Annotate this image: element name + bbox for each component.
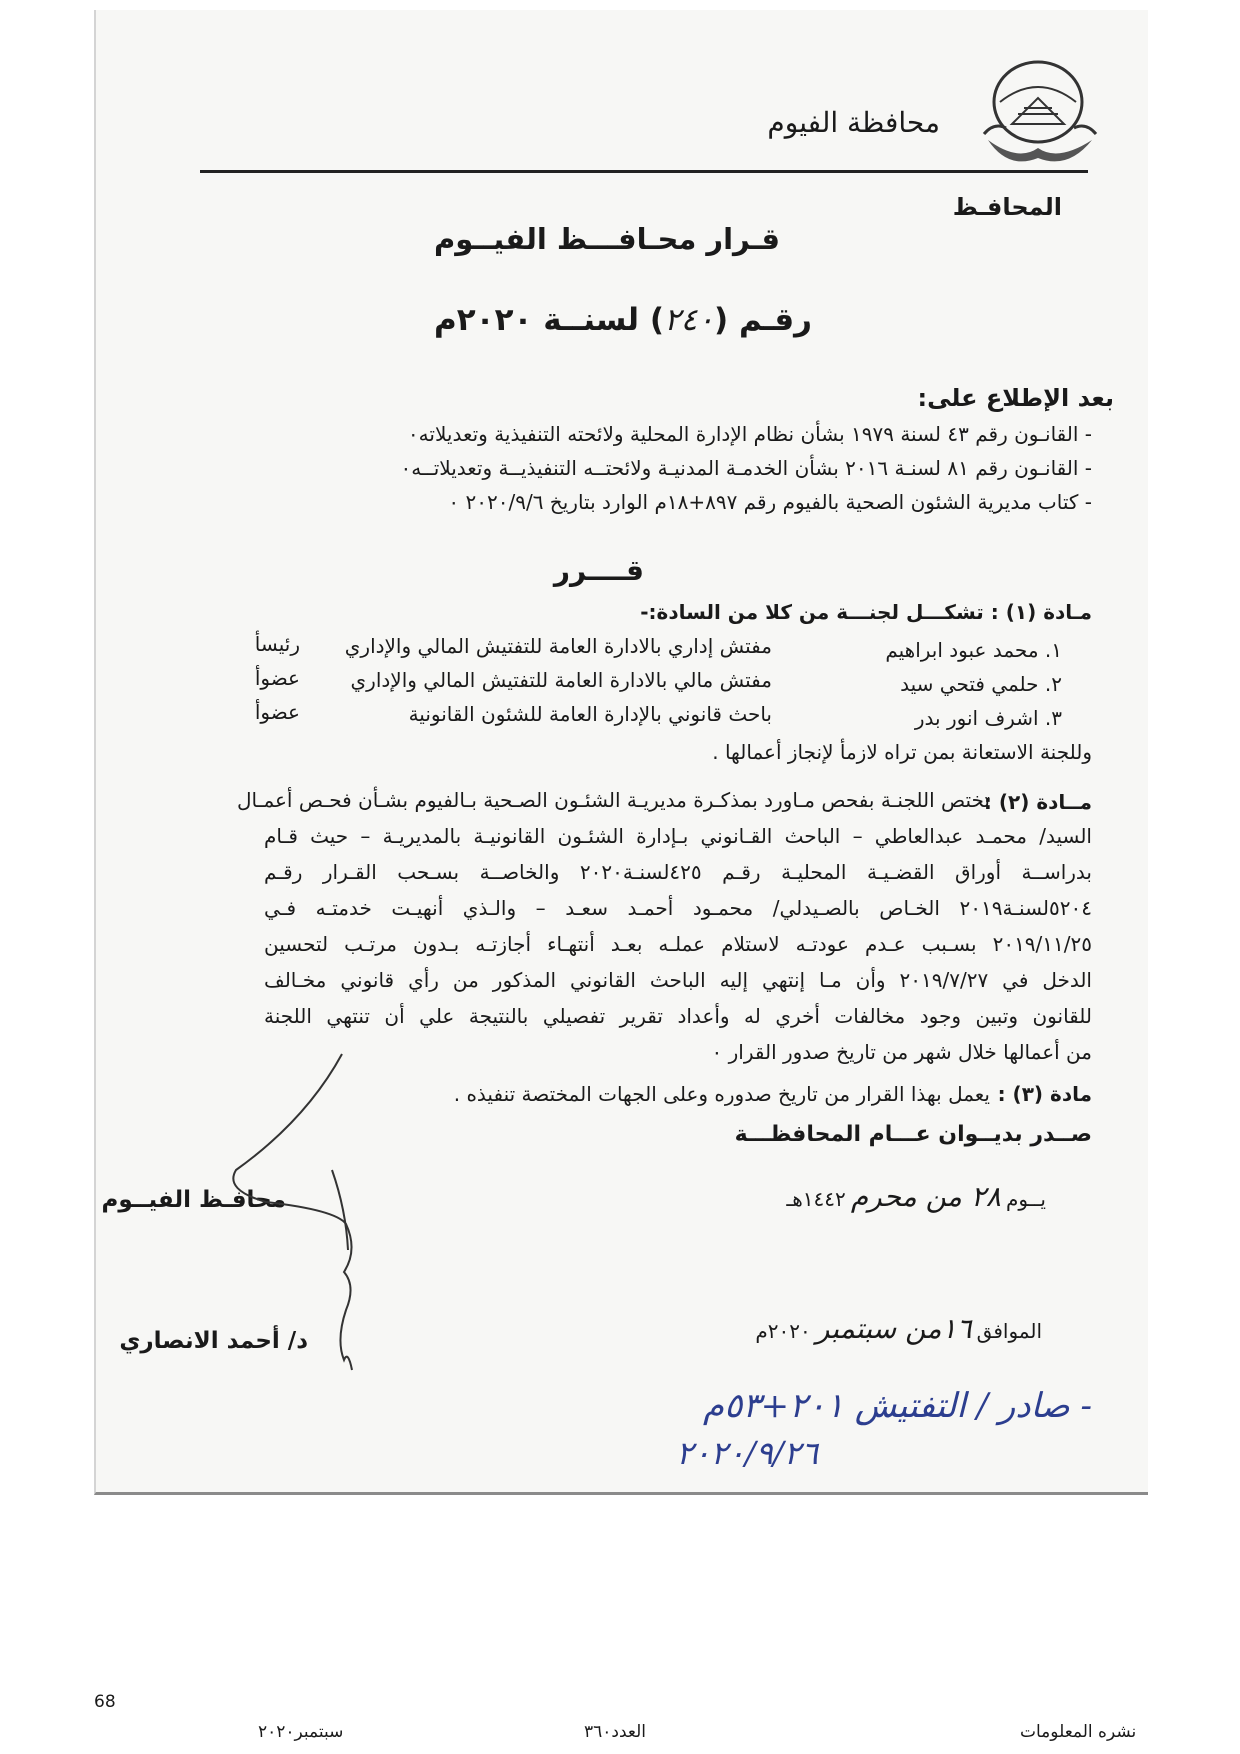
footer-month: سبتمبر٢٠٢٠ [258,1722,344,1742]
article-1-heading: مـادة (١) : تشكـــل لجنـــة من كلا من السادة:- [640,600,1092,624]
scanned-document [94,10,1148,1495]
member-name: ٢. حلمي فتحي سيد [900,672,1062,696]
preamble-item: - كتاب مديرية الشئون الصحية بالفيوم رقم ٨٩٧+١٨م الوارد بتاريخ ٢٠٢٠/٩/٦ ٠ [448,490,1092,514]
article-2-line: السيد/ محمـد عبدالعاطي – الباحث القـانوني بـإدارة الشئـون القانونيـة بالمديريـة – حيث قـام [264,824,1092,848]
article-2-line: بدراســة أوراق القضـيـة المحليـة رقـم ٤٢٥لسنـة٢٠٢٠ والخاصــة بسـحب القـرار رقـم [264,860,1092,884]
member-role: رئيسأ [254,632,300,656]
decree-number-suffix: ) لسنــة ٢٠٢٠م [434,302,665,338]
gregorian-date-handwritten: ١٦من سبتمبر [815,1312,972,1345]
footer-issue: العدد٣٦٠ [584,1722,647,1742]
governorate-name: محافظة الفيوم [767,106,940,139]
footer-publication: نشره المعلومات [1020,1722,1137,1742]
article-2-line: ٥٢٠٤لسنـة٢٠١٩ الخـاص بالصـيدلي/ محمـود أحمـد سعـد – والـذي أنهيـت خدمتـه فـي [264,896,1092,920]
preamble-item: - القانـون رقم ٤٣ لسنة ١٩٧٩ بشأن نظام الإدارة المحلية ولائحته التنفيذية وتعديلاته٠ [407,422,1092,446]
handwritten-note-line1: - صادر / التفتيش ٢٠١+٥٣م [703,1386,1092,1426]
article-2-line: تختص اللجنـة بفحص مـاورد بمذكـرة مديريـة الشئـون الصـحية بـالفيوم بشـأن فحـص أعمـال [236,788,990,812]
decree-number-prefix: رقـم ( [713,302,812,338]
member-position: باحث قانوني بالإدارة العامة للشئون القانونية [408,702,772,726]
article-2-last-line: من أعمالها خلال شهر من تاريخ صدور القرار ٠ [711,1040,1092,1064]
member-name: ١. محمد عبود ابراهيم [885,638,1062,662]
signatory-name: د/ أحمد الانصاري [119,1328,308,1354]
member-position: مفتش إداري بالادارة العامة للتفتيش المالي والإداري [344,634,772,658]
decree-number-handwritten: ٢٤٠ [664,302,714,338]
page-number: 68 [94,1692,116,1712]
decision-heading: قــــرر [553,554,644,587]
member-role: عضوأ [254,666,300,690]
article-2-line: الدخل في ٢٠١٩/٧/٢٧ وأن مـا إنتهي إليه الباحث القانوني المذكور من رأي قانوني مخـالف [264,968,1092,992]
signatory-title: محافـظ الفيــوم [101,1187,286,1213]
issuing-office: المحافـظ [952,193,1062,221]
gregorian-date-prefix: الموافق [976,1319,1042,1343]
article-3-heading: مادة (٣) : [997,1082,1092,1106]
handwritten-signature [96,10,1148,1492]
hijri-date-handwritten: ٢٨ من محرم [850,1180,1001,1213]
article-3-text: يعمل بهذا القرار من تاريخ صدوره وعلى الجهات المختصة تنفيذه . [453,1082,990,1106]
article-2-heading: مــادة (٢) : [983,790,1092,814]
gregorian-date-suffix: ٢٠٢٠م [755,1319,811,1343]
preamble-heading: بعد الإطلاع على: [917,384,1114,412]
decree-title: قـرار محـافـــظ الفيــوم [433,222,780,256]
issued-at: صــدر بديــوان عـــام المحافظـــة [734,1122,1092,1147]
preamble-item: - القانـون رقم ٨١ لسنـة ٢٠١٦ بشأن الخدمـة المدنيـة ولائحتــه التنفيذيــة وتعديلاتــه٠ [400,456,1092,480]
handwritten-note-line2: ٢٠٢٠/٩/٢٦ [676,1434,818,1472]
article-2-line: للقانون وتبين وجود مخالفات أخري له وأعداد تقرير تفصيلي بالنتيجة علي أن تنتهي اللجنة [264,1004,1092,1028]
member-role: عضوأ [254,700,300,724]
member-name: ٣. اشرف انور بدر [914,706,1062,730]
hijri-date-prefix: يــوم [1006,1187,1046,1211]
member-position: مفتش مالي بالادارة العامة للتفتيش المالي والإداري [350,668,772,692]
article-2-line: ٢٠١٩/١١/٢٥ بسـبب عـدم عودتـه لاستلام عملـه بعـد أنتهـاء أجازتـه بـدون مرتـب لتحسين [264,932,1092,956]
article-1-closing: وللجنة الاستعانة بمن تراه لازمأ لإنجاز أعمالها . [712,740,1092,764]
hijri-date-suffix: ١٤٤٢هـ [786,1187,846,1211]
